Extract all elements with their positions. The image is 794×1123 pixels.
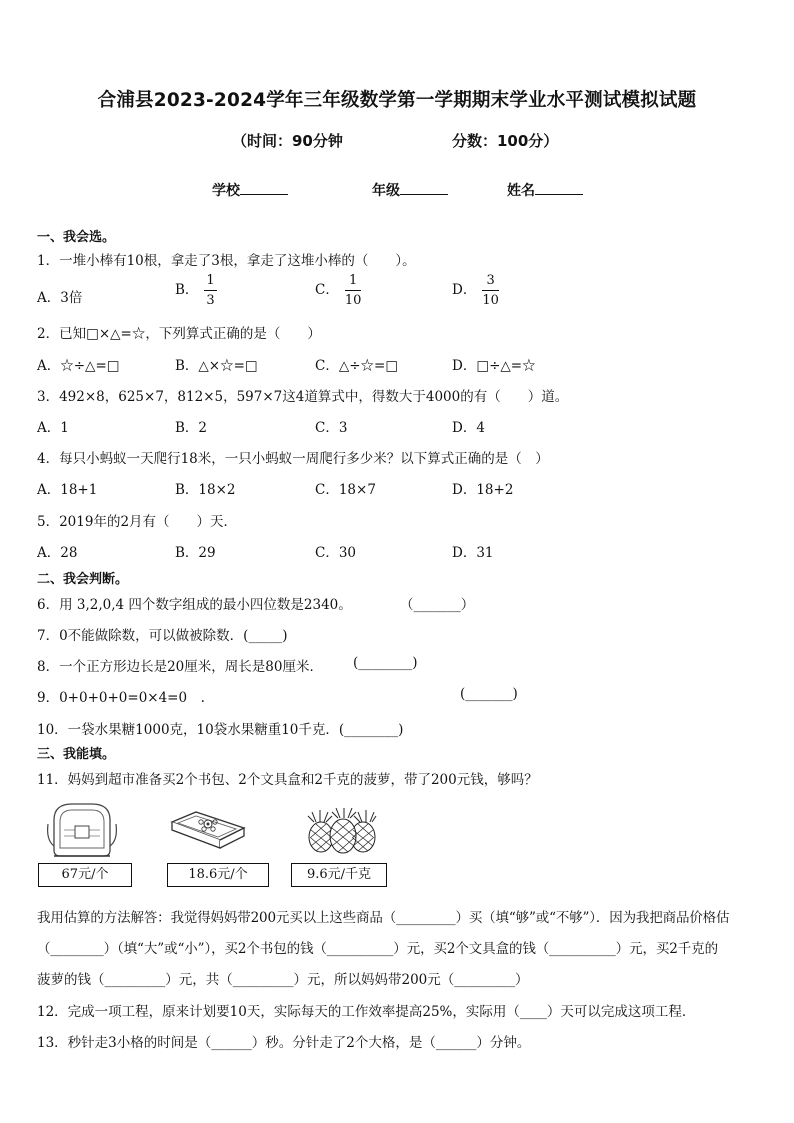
- schoolbag-price-tag: 67元/个: [38, 863, 132, 887]
- question-9: 9．0+0+0+0=0×4=0 .: [37, 690, 205, 706]
- school-blank[interactable]: [240, 180, 288, 195]
- exam-score: 分数：100分）: [452, 132, 559, 150]
- grade-label: 年级: [372, 183, 400, 199]
- school-field: [212, 180, 288, 200]
- option-letter: C．: [315, 282, 339, 298]
- exam-time: （时间：90分钟: [232, 132, 343, 150]
- question-8: 8．一个正方形边长是20厘米，周长是80厘米．: [37, 659, 323, 675]
- question-6: 6．用 3,2,0,4 四个数字组成的最小四位数是2340。: [37, 597, 352, 613]
- numerator: 1: [348, 273, 358, 288]
- q3-option-d[interactable]: D．4: [452, 420, 485, 436]
- grade-blank[interactable]: [400, 180, 448, 195]
- pencil-case-icon: [168, 808, 248, 852]
- name-blank[interactable]: [535, 180, 583, 195]
- section-heading-2: 二、我会判断。: [37, 572, 129, 587]
- school-label: 学校: [212, 183, 240, 199]
- question-4: 4．每只小蚂蚁一天爬行18米，一只小蚂蚁一周爬行多少米？以下算式正确的是（ ）: [37, 451, 549, 467]
- q4-option-c[interactable]: C．18×7: [315, 482, 376, 498]
- denominator: 3: [206, 293, 215, 308]
- q4-option-a[interactable]: A．18+1: [37, 482, 98, 498]
- q8-answer-blank[interactable]: (________): [353, 655, 418, 671]
- q1-option-a[interactable]: A．3倍: [37, 290, 83, 306]
- q5-option-a[interactable]: A．28: [37, 545, 78, 561]
- q1-option-c[interactable]: [315, 274, 361, 307]
- q11-answer-line-3[interactable]: 菠萝的钱（_________）元，共（_________）元，所以妈妈带200元（_________）: [37, 972, 529, 988]
- q2-option-d[interactable]: D．□÷△=☆: [452, 358, 536, 374]
- pineapple-price-tag: 9.6元/千克: [291, 863, 387, 887]
- q11-answer-line-1[interactable]: 我用估算的方法解答：我觉得妈妈带200元买以上这些商品（_________）买（填“够”或“不够”）．因为我把商品价格估: [37, 910, 730, 926]
- q6-answer-blank[interactable]: （_______）: [400, 597, 475, 613]
- q3-option-a[interactable]: A．1: [37, 420, 69, 436]
- section-heading-1: 一、我会选。: [37, 230, 116, 245]
- q5-option-d[interactable]: D．31: [452, 545, 494, 561]
- question-12[interactable]: 12．完成一项工程，原来计划要10天，实际每天的工作效率提高25%，实际用（____）天可以完成这项工程．: [37, 1004, 696, 1020]
- q3-option-b[interactable]: B．2: [175, 420, 208, 436]
- q5-option-c[interactable]: C．30: [315, 545, 357, 561]
- grade-field: [372, 180, 448, 200]
- question-7: 7．0不能做除数，可以做被除数．(_____): [37, 628, 288, 644]
- name-field: [507, 180, 583, 200]
- q2-option-a[interactable]: A．☆÷△=□: [37, 358, 120, 374]
- q2-option-c[interactable]: C．△÷☆=□: [315, 358, 399, 374]
- pineapple-icon: [306, 808, 378, 856]
- pencil-case-price-tag: 18.6元/个: [167, 863, 269, 887]
- numerator: 1: [206, 273, 215, 288]
- question-2: 2．已知□×△=☆，下列算式正确的是（ ）: [37, 326, 321, 342]
- q2-option-b[interactable]: B．△×☆=□: [175, 358, 258, 374]
- q9-answer-blank[interactable]: (_______): [460, 686, 518, 702]
- question-3: 3．492×8，625×7，812×5，597×7这4道算式中，得数大于4000的有（ ）道。: [37, 389, 569, 405]
- option-letter: B．: [175, 282, 199, 298]
- numerator: 3: [486, 273, 495, 288]
- question-10: 10．一袋水果糖1000克，10袋水果糖重10千克．(________): [37, 722, 404, 738]
- q11-answer-line-2[interactable]: （________）（填“大”或“小”），买2个书包的钱（__________）元，买2个文具盒的钱（__________）元，买2千克的: [37, 941, 718, 957]
- denominator: 10: [482, 293, 499, 308]
- q4-option-d[interactable]: D．18+2: [452, 482, 514, 498]
- denominator: 10: [344, 293, 362, 308]
- section-heading-3: 三、我能填。: [37, 747, 116, 762]
- q5-option-b[interactable]: B．29: [175, 545, 216, 561]
- schoolbag-icon: [42, 800, 118, 862]
- q1-option-d[interactable]: [452, 274, 499, 307]
- page-title: 合浦县2023-2024学年三年级数学第一学期期末学业水平测试模拟试题: [97, 90, 697, 111]
- question-1: 1．一堆小棒有10根，拿走了3根，拿走了这堆小棒的（ ）。: [37, 253, 416, 269]
- q4-option-b[interactable]: B．18×2: [175, 482, 236, 498]
- name-label: 姓名: [507, 183, 535, 199]
- question-5: 5．2019年的2月有（ ）天．: [37, 514, 238, 530]
- option-letter: D．: [452, 282, 477, 298]
- fraction: [345, 274, 362, 307]
- question-13[interactable]: 13．秒针走3小格的时间是（______）秒。分针走了2个大格，是（______）分钟。: [37, 1035, 531, 1051]
- fraction: [204, 274, 216, 307]
- q3-option-c[interactable]: C．3: [315, 420, 348, 436]
- fraction: [482, 274, 499, 307]
- q1-option-b[interactable]: [175, 274, 217, 307]
- question-11: 11．妈妈到超市准备买2个书包、2个文具盒和2千克的菠萝，带了200元钱，够吗？: [37, 772, 538, 788]
